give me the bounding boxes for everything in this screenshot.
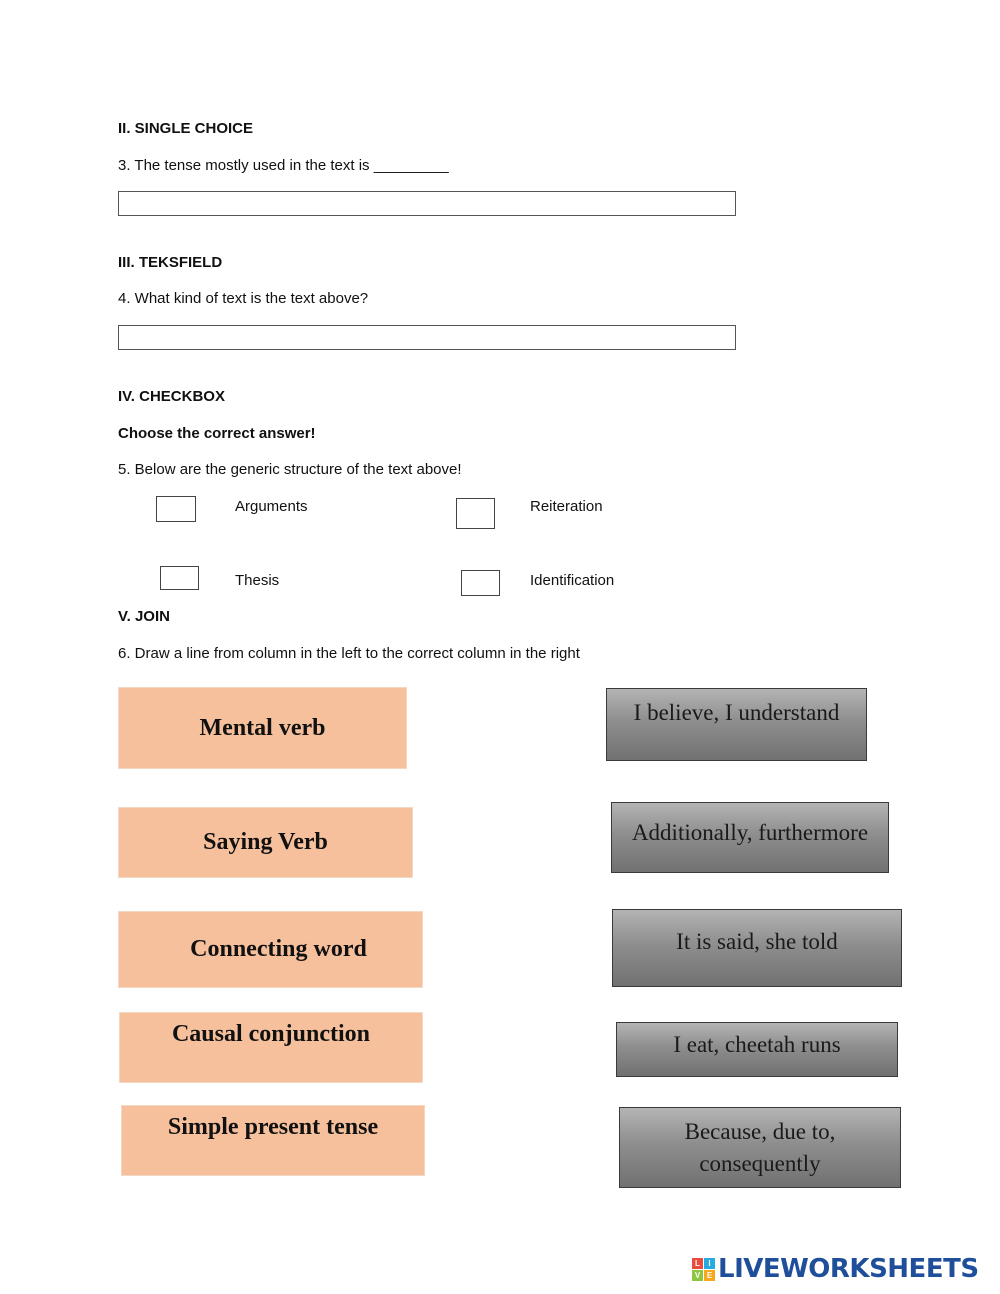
join-left-simple-present-tense[interactable] (121, 1105, 425, 1176)
option-label-identification: Identification (530, 572, 615, 589)
section-heading-join: V. JOIN (118, 608, 170, 625)
section-heading-single-choice: II. SINGLE CHOICE (118, 120, 254, 137)
question-5: 5. Below are the generic structure of the text above! (118, 461, 462, 478)
join-right-i-eat[interactable] (616, 1022, 898, 1077)
join-left-label: Causal conjunction (171, 1021, 371, 1047)
join-left-label: Simple present tense (167, 1114, 379, 1140)
liveworksheets-logo (692, 1254, 979, 1284)
logo-mark-icon: L I V E (692, 1258, 715, 1281)
join-right-label: Because, due to, consequently (684, 1118, 836, 1176)
question-6: 6. Draw a line from column in the left to the correct column in the right (118, 645, 580, 662)
checkbox-thesis[interactable] (160, 566, 199, 590)
join-right-label: It is said, she told (676, 929, 838, 954)
join-right-label: I eat, cheetah runs (673, 1032, 841, 1057)
join-left-label: Mental verb (199, 714, 326, 741)
join-right-label: I believe, I understand (633, 700, 840, 725)
join-right-it-is-said[interactable] (612, 909, 902, 987)
join-left-label: Saying Verb (203, 829, 328, 855)
join-left-label: Connecting word (190, 936, 367, 962)
checkbox-arguments[interactable] (156, 496, 196, 522)
checkbox-reiteration[interactable] (456, 498, 495, 529)
join-right-because[interactable] (619, 1107, 901, 1188)
checkbox-instruction: Choose the correct answer! (118, 425, 316, 442)
option-label-arguments: Arguments (235, 498, 308, 515)
logo-text: LIVEWORKSHEETS (718, 1254, 979, 1284)
question-4: 4. What kind of text is the text above? (118, 290, 369, 307)
join-right-label: Additionally, furthermore (631, 820, 869, 845)
join-left-connecting-word[interactable] (118, 911, 423, 988)
join-left-saying-verb[interactable] (118, 807, 413, 878)
join-right-additionally[interactable] (611, 802, 889, 873)
section-heading-textfield: III. TEKSFIELD (118, 254, 223, 271)
join-right-i-believe[interactable] (606, 688, 867, 761)
text-kind-answer-input[interactable] (118, 325, 736, 350)
tense-answer-input[interactable] (118, 191, 736, 216)
option-label-reiteration: Reiteration (530, 498, 603, 515)
join-left-mental-verb[interactable] (118, 687, 407, 769)
join-left-causal-conjunction[interactable] (119, 1012, 423, 1083)
checkbox-identification[interactable] (461, 570, 500, 596)
question-3: 3. The tense mostly used in the text is _________ (118, 157, 449, 174)
section-heading-checkbox: IV. CHECKBOX (118, 388, 225, 405)
option-label-thesis: Thesis (235, 572, 280, 589)
